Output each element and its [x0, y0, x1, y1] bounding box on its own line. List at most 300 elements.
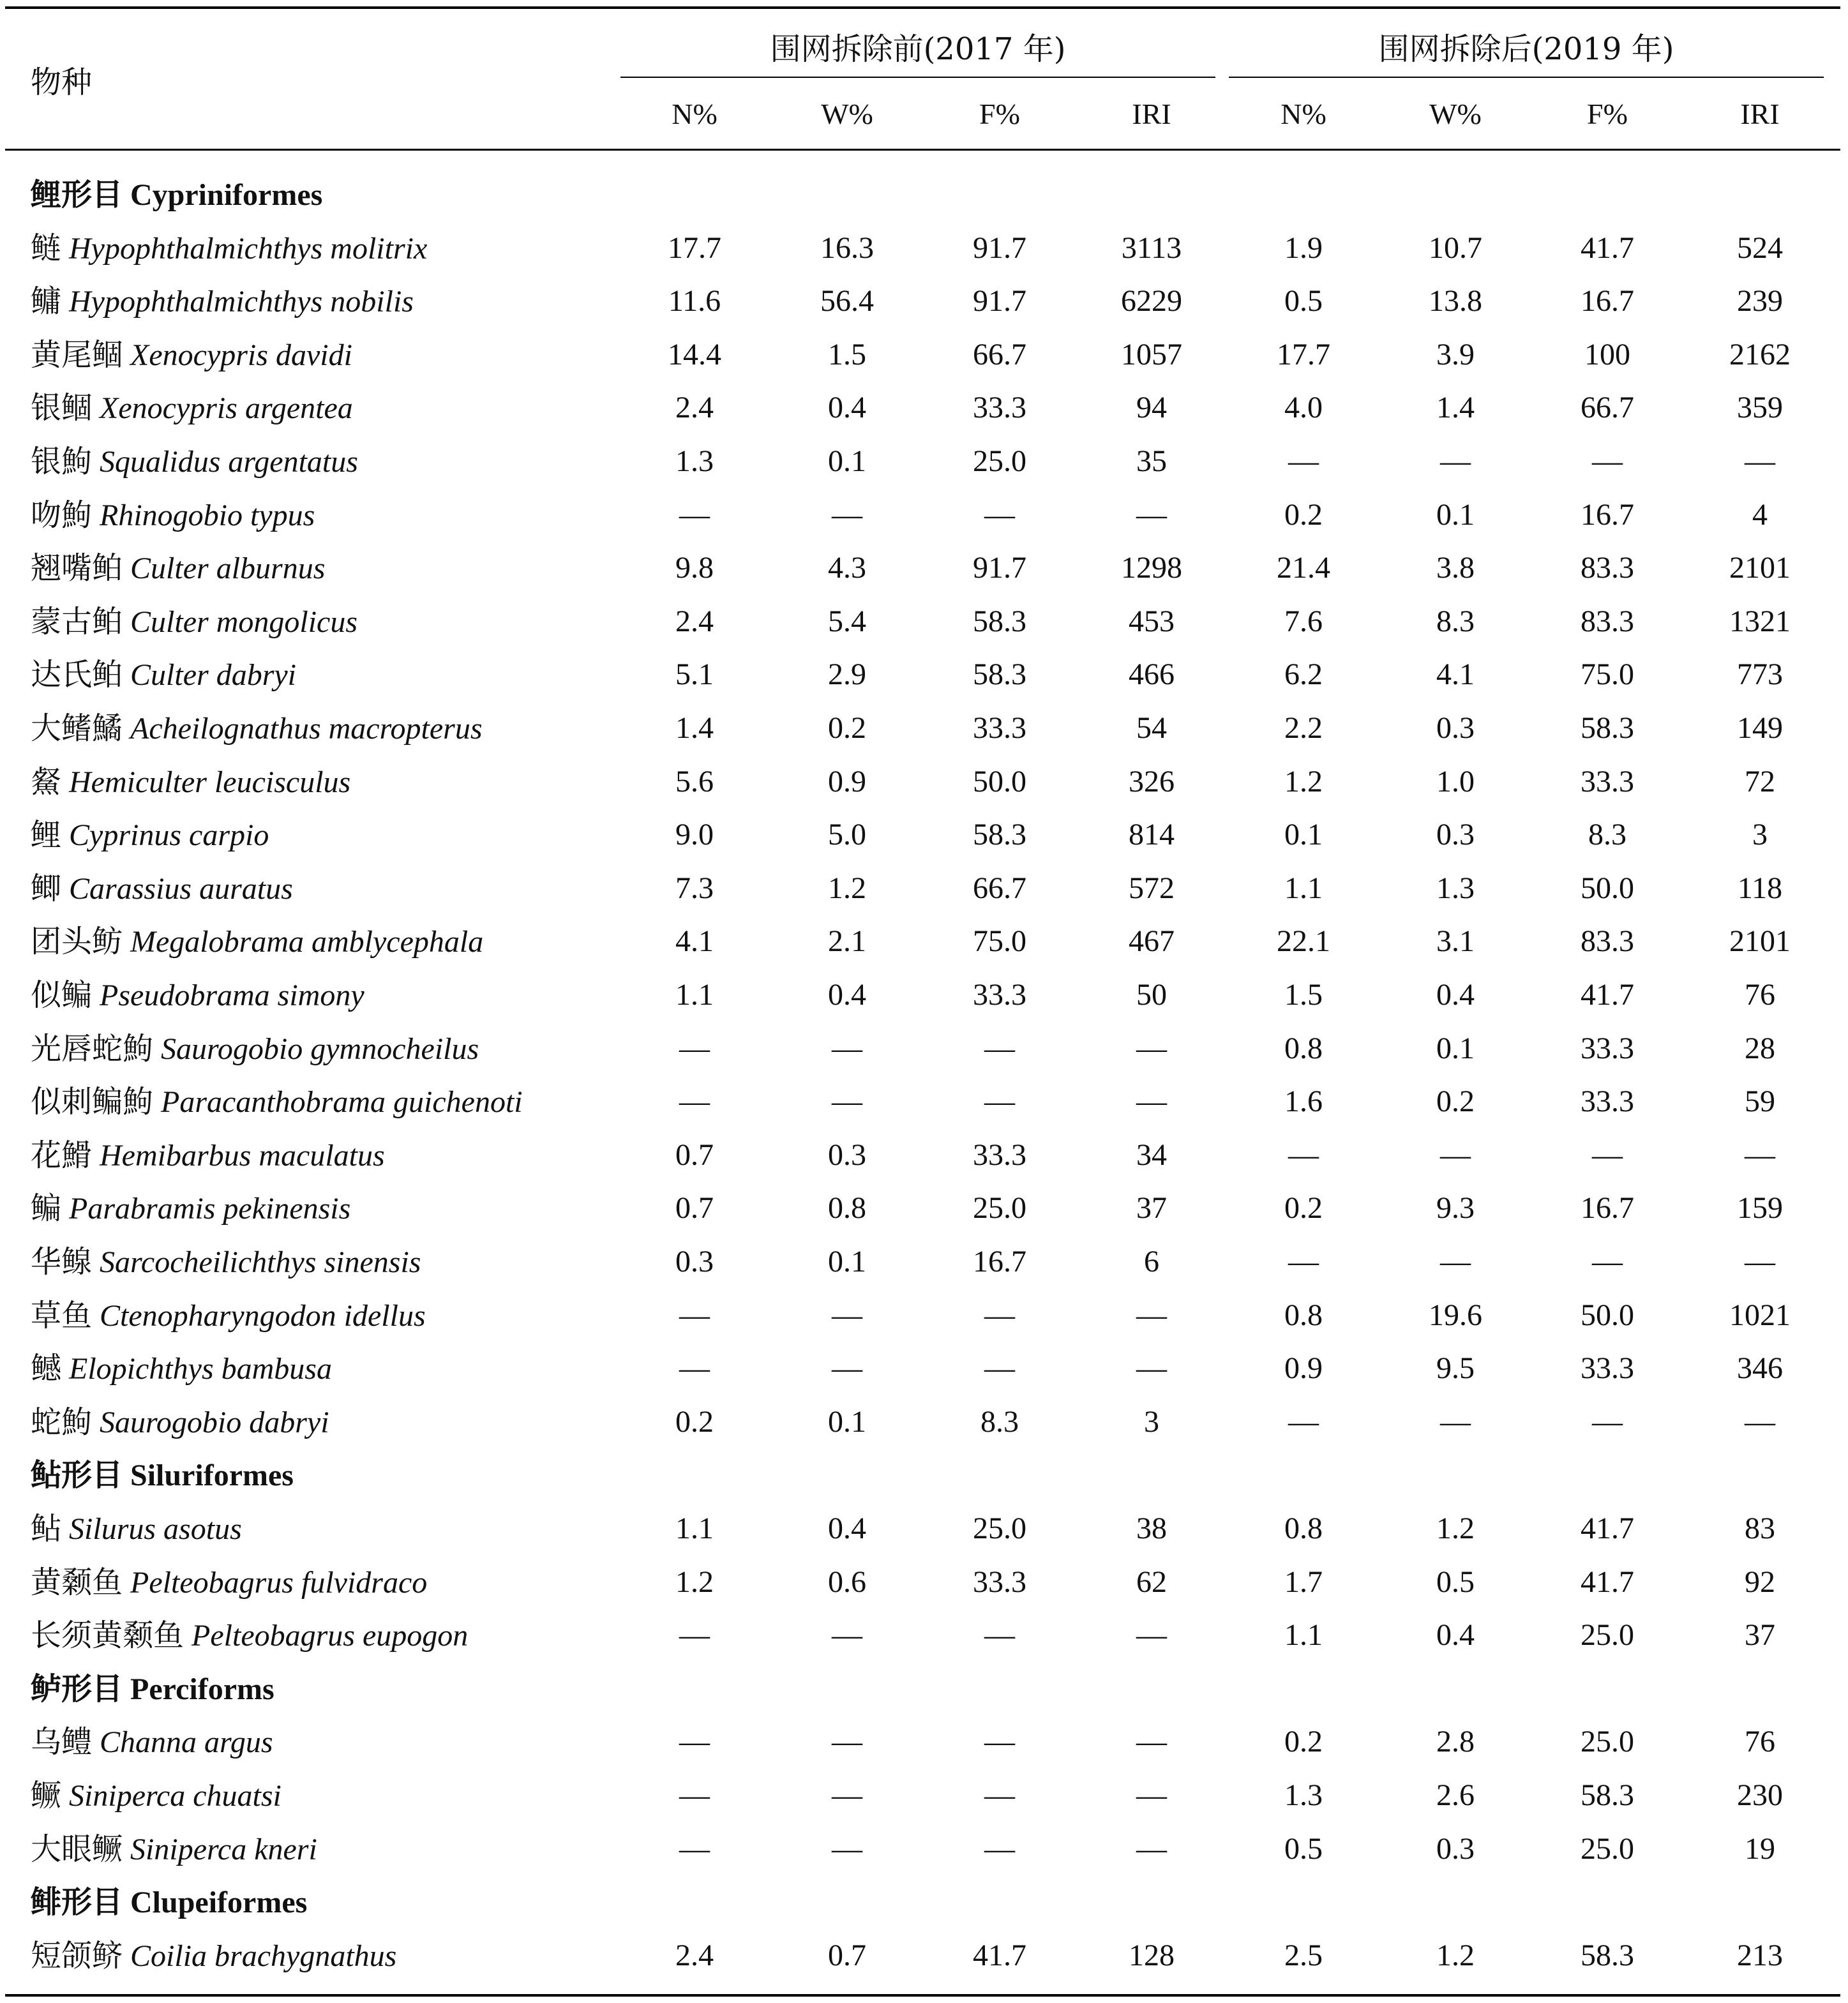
table-cell: 453 [1129, 604, 1175, 638]
table-cell: 50.0 [1581, 871, 1634, 905]
scientific-name: Saurogobio dabryi [100, 1406, 329, 1439]
table-cell: — [1592, 444, 1623, 478]
table-cell: — [1745, 1405, 1775, 1439]
table-cell: 92 [1745, 1565, 1775, 1599]
table-cell: — [984, 1298, 1015, 1332]
table-cell: 83.3 [1581, 551, 1634, 585]
table-cell: 1.5 [1284, 978, 1323, 1012]
species-name [31, 1235, 421, 1289]
table-cell: 100 [1584, 338, 1630, 371]
table-row [0, 435, 1848, 488]
table-cell: 1.2 [1436, 1939, 1475, 1972]
table-cell: 572 [1129, 871, 1175, 905]
table-cell: 0.4 [1436, 978, 1475, 1012]
table-row [0, 1182, 1848, 1235]
species-name [31, 1609, 468, 1663]
species-name [31, 862, 293, 916]
species-name [31, 1289, 426, 1343]
table-cell: 5.1 [675, 657, 714, 691]
table-row [0, 1129, 1848, 1182]
table-cell: 33.3 [973, 1565, 1026, 1599]
table-row [0, 1715, 1848, 1769]
table-cell: 2.5 [1284, 1939, 1323, 1972]
table-cell: 66.7 [1581, 391, 1634, 424]
chinese-name: 银鲴 [31, 390, 93, 426]
table-row [0, 221, 1848, 275]
table-cell: 0.3 [1436, 1832, 1475, 1866]
chinese-name: 鲤 [31, 817, 62, 853]
chinese-name: 鲢 [31, 230, 62, 266]
table-cell: — [1136, 498, 1167, 532]
table-cell: 0.2 [1284, 498, 1323, 532]
species-name [31, 435, 358, 489]
table-cell: — [1592, 1405, 1623, 1439]
chinese-name: 光唇蛇鮈 [31, 1031, 154, 1067]
table-cell: — [1136, 1725, 1167, 1759]
table-row [0, 541, 1848, 595]
table-cell: 33.3 [973, 711, 1026, 745]
table-cell: 8.3 [1588, 818, 1626, 851]
col-header-w-after: W% [1429, 98, 1482, 130]
scientific-name: Elopichthys bambusa [69, 1352, 332, 1386]
species-name [31, 755, 350, 809]
chinese-name: 鲫 [31, 871, 62, 906]
group-rule-after [1229, 77, 1824, 78]
table-row [0, 1342, 1848, 1395]
table-cell: — [679, 1298, 710, 1332]
table-cell: 50 [1136, 978, 1167, 1012]
table-cell: — [1745, 1138, 1775, 1172]
scientific-name: Pseudobrama simony [100, 979, 364, 1012]
table-cell: 1.3 [675, 444, 714, 478]
table-cell: — [832, 1298, 862, 1332]
table-row [0, 701, 1848, 755]
chinese-name: 似鳊 [31, 977, 93, 1013]
species-name [31, 1075, 523, 1129]
chinese-name: 鳜 [31, 1778, 62, 1813]
table-cell: 0.7 [675, 1138, 714, 1172]
chinese-name: 鲈形目 [31, 1671, 123, 1707]
species-name [31, 915, 483, 969]
table-cell: 2.8 [1436, 1725, 1475, 1759]
chinese-name: 草鱼 [31, 1298, 93, 1333]
table-cell: — [984, 1618, 1015, 1652]
table-cell: 58.3 [973, 818, 1026, 851]
table-cell: — [984, 1725, 1015, 1759]
table-cell: 359 [1737, 391, 1783, 424]
table-cell: 10.7 [1429, 231, 1482, 265]
scientific-name: Coilia brachygnathus [130, 1939, 397, 1973]
table-row [0, 1502, 1848, 1556]
scientific-name: Silurus asotus [69, 1512, 242, 1546]
table-cell: 50.0 [1581, 1298, 1634, 1332]
table-bottom-rule [5, 1994, 1840, 1997]
scientific-name: Cyprinus carpio [69, 818, 269, 852]
species-name [31, 1502, 242, 1556]
species-name [31, 381, 353, 435]
species-name [31, 1395, 329, 1450]
table-cell: 25.0 [1581, 1725, 1634, 1759]
table-cell: 149 [1737, 711, 1783, 745]
species-name [31, 968, 364, 1023]
chinese-name: 团头鲂 [31, 924, 123, 959]
table-cell: 59 [1745, 1084, 1775, 1118]
scientific-name: Hypophthalmichthys nobilis [69, 285, 414, 319]
table-cell: 76 [1745, 978, 1775, 1012]
table-cell: 0.4 [828, 1512, 866, 1545]
table-cell: 1.5 [828, 338, 866, 371]
table-cell: 0.1 [1284, 818, 1323, 851]
species-name [31, 541, 325, 596]
table-cell: 1.4 [1436, 391, 1475, 424]
table-cell: 58.3 [973, 657, 1026, 691]
species-name [31, 1822, 317, 1877]
table-cell: 4.1 [1436, 657, 1475, 691]
table-row [0, 1395, 1848, 1449]
chinese-name: 翘嘴鲌 [31, 550, 123, 586]
table-cell: 17.7 [668, 231, 721, 265]
table-cell: 0.8 [828, 1191, 866, 1225]
table-cell: 16.7 [1581, 284, 1634, 318]
table-cell: — [984, 1084, 1015, 1118]
table-cell: 11.6 [668, 284, 721, 318]
table-cell: 41.7 [1581, 978, 1634, 1012]
table-cell: 33.3 [1581, 765, 1634, 799]
table-cell: — [984, 1832, 1015, 1866]
scientific-name: Pelteobagrus eupogon [192, 1619, 469, 1653]
table-row [0, 1556, 1848, 1609]
chinese-name: 鲇形目 [31, 1457, 123, 1493]
order-row [0, 1662, 1848, 1716]
table-cell: 91.7 [973, 284, 1026, 318]
table-cell: 1.9 [1284, 231, 1323, 265]
table-cell: 56.4 [820, 284, 874, 318]
table-cell: 0.1 [828, 1405, 866, 1439]
table-cell: 25.0 [973, 444, 1026, 478]
table-cell: 16.7 [1581, 498, 1634, 532]
table-cell: 1057 [1121, 338, 1182, 371]
table-cell: 16.7 [973, 1245, 1026, 1279]
table-cell: — [1288, 1405, 1319, 1439]
table-row [0, 915, 1848, 968]
table-cell: 37 [1745, 1618, 1775, 1652]
chinese-name: 乌鳢 [31, 1724, 93, 1760]
chinese-name: 大鳍鱊 [31, 710, 123, 746]
table-cell: — [1745, 1245, 1775, 1279]
table-cell: 25.0 [973, 1512, 1026, 1545]
scientific-name: Culter dabryi [130, 658, 297, 692]
chinese-name: 银鮈 [31, 444, 93, 479]
table-cell: 0.7 [675, 1191, 714, 1225]
table-cell: 16.7 [1581, 1191, 1634, 1225]
table-cell: 118 [1737, 871, 1783, 905]
table-cell: 0.9 [828, 765, 866, 799]
table-cell: 2.4 [675, 604, 714, 638]
table-cell: 8.3 [1436, 604, 1475, 638]
table-cell: 66.7 [973, 871, 1026, 905]
table-cell: 33.3 [1581, 1032, 1634, 1065]
scientific-name: Pelteobagrus fulvidraco [130, 1566, 428, 1600]
species-name [31, 328, 352, 382]
chinese-name: 鳡 [31, 1351, 62, 1386]
table-cell: 83.3 [1581, 604, 1634, 638]
table-cell: — [679, 1832, 710, 1866]
table-cell: — [1136, 1778, 1167, 1812]
table-cell: 0.7 [828, 1939, 866, 1972]
table-cell: 0.4 [1436, 1618, 1475, 1652]
table-cell: 16.3 [820, 231, 874, 265]
scientific-name: Siniperca chuatsi [69, 1779, 282, 1813]
table-cell: 62 [1136, 1565, 1167, 1599]
order-row [0, 1448, 1848, 1502]
table-cell: — [679, 1618, 710, 1652]
table-cell: 25.0 [1581, 1618, 1634, 1652]
table-cell: 0.3 [1436, 818, 1475, 851]
species-name [31, 1022, 479, 1076]
table-top-rule [5, 6, 1840, 9]
table-cell: — [832, 1618, 862, 1652]
table-row [0, 1289, 1848, 1342]
table-cell: 33.3 [1581, 1351, 1634, 1385]
group-header-before: 围网拆除前(2017 年) [770, 31, 1066, 67]
table-cell: — [679, 1032, 710, 1065]
table-cell: — [679, 1778, 710, 1812]
scientific-name: Rhinogobio typus [100, 499, 315, 532]
table-cell: 0.2 [1284, 1191, 1323, 1225]
table-cell: 2.4 [675, 391, 714, 424]
group-rule-before [620, 77, 1215, 78]
scientific-name: Hemibarbus maculatus [100, 1139, 385, 1173]
table-cell: 0.2 [675, 1405, 714, 1439]
chinese-name: 鳙 [31, 283, 62, 319]
scientific-name: Parabramis pekinensis [69, 1192, 351, 1226]
chinese-name: 䱗 [31, 764, 62, 800]
table-cell: — [832, 1084, 862, 1118]
table-row [0, 648, 1848, 701]
col-header-f-after: F% [1587, 98, 1628, 130]
scientific-name: Culter mongolicus [130, 605, 358, 639]
chinese-name: 蒙古鲌 [31, 604, 123, 640]
table-cell: 25.0 [1581, 1832, 1634, 1866]
table-cell: 3.9 [1436, 338, 1475, 371]
table-cell: 0.3 [675, 1245, 714, 1279]
scientific-name: Hemiculter leucisculus [69, 765, 351, 799]
order-name [31, 1875, 307, 1930]
table-cell: — [832, 1725, 862, 1759]
table-cell: 0.1 [1436, 1032, 1475, 1065]
table-cell: 6 [1144, 1245, 1159, 1279]
species-name [31, 221, 427, 276]
table-cell: 5.0 [828, 818, 866, 851]
table-cell: 7.3 [675, 871, 714, 905]
table-cell: 0.4 [828, 391, 866, 424]
table-cell: 1.1 [675, 978, 714, 1012]
table-cell: 8.3 [980, 1405, 1019, 1439]
table-cell: 19.6 [1429, 1298, 1482, 1332]
table-cell: 0.9 [1284, 1351, 1323, 1385]
order-latin-name: Clupeiformes [130, 1886, 308, 1919]
species-name [31, 808, 269, 862]
scientific-name: Xenocypris davidi [130, 338, 352, 372]
table-cell: 41.7 [1581, 1565, 1634, 1599]
table-cell: 14.4 [668, 338, 721, 371]
table-cell: — [984, 1351, 1015, 1385]
table-cell: — [984, 1778, 1015, 1812]
table-cell: — [679, 1084, 710, 1118]
table-cell: 0.2 [1284, 1725, 1323, 1759]
table-cell: 21.4 [1277, 551, 1330, 585]
table-cell: 2.2 [1284, 711, 1323, 745]
chinese-name: 鲱形目 [31, 1884, 123, 1920]
table-cell: 0.2 [828, 711, 866, 745]
table-cell: 0.1 [1436, 498, 1475, 532]
table-cell: 773 [1737, 657, 1783, 691]
table-cell: 9.5 [1436, 1351, 1475, 1385]
table-cell: 0.1 [828, 1245, 866, 1279]
table-cell: 0.8 [1284, 1032, 1323, 1065]
chinese-name: 大眼鳜 [31, 1831, 123, 1867]
table-cell: — [832, 1032, 862, 1065]
table-header-rule [5, 149, 1840, 151]
table-cell: 41.7 [1581, 1512, 1634, 1545]
species-name [31, 1556, 427, 1610]
table-cell: — [1288, 1138, 1319, 1172]
table-cell: 19 [1745, 1832, 1775, 1866]
species-name [31, 1129, 385, 1183]
table-cell: 9.0 [675, 818, 714, 851]
table-cell: 72 [1745, 765, 1775, 799]
table-cell: 1.1 [1284, 871, 1323, 905]
table-row [0, 274, 1848, 328]
table-cell: 4 [1752, 498, 1768, 532]
table-cell: 0.5 [1284, 284, 1323, 318]
table-cell: 159 [1737, 1191, 1783, 1225]
group-header-after: 围网拆除后(2019 年) [1378, 31, 1674, 67]
table-cell: 1.0 [1436, 765, 1475, 799]
species-name [31, 274, 414, 329]
table-cell: 0.2 [1436, 1084, 1475, 1118]
table-cell: 2101 [1729, 551, 1791, 585]
table-cell: — [984, 498, 1015, 532]
col-header-iri-after: IRI [1740, 98, 1780, 130]
table-cell: 7.6 [1284, 604, 1323, 638]
table-cell: 128 [1129, 1939, 1175, 1972]
chinese-name: 长须黄颡鱼 [31, 1617, 184, 1653]
table-cell: 58.3 [1581, 711, 1634, 745]
table-cell: 41.7 [973, 1939, 1026, 1972]
order-name [31, 1448, 294, 1503]
table-cell: 25.0 [973, 1191, 1026, 1225]
species-name [31, 1769, 282, 1823]
table-cell: 9.8 [675, 551, 714, 585]
chinese-name: 鲤形目 [31, 177, 123, 213]
table-cell: 0.8 [1284, 1512, 1323, 1545]
table-cell: 1.1 [1284, 1618, 1323, 1652]
table-cell: 2.6 [1436, 1778, 1475, 1812]
table-cell: — [1288, 444, 1319, 478]
table-cell: 58.3 [973, 604, 1026, 638]
chinese-name: 似刺鳊鮈 [31, 1084, 154, 1120]
table-cell: 54 [1136, 711, 1167, 745]
table-cell: 38 [1136, 1512, 1167, 1545]
table-cell: 2.9 [828, 657, 866, 691]
table-cell: — [1592, 1138, 1623, 1172]
table-cell: 1.2 [675, 1565, 714, 1599]
scientific-name: Sarcocheilichthys sinensis [100, 1245, 421, 1279]
table-cell: 17.7 [1277, 338, 1330, 371]
table-cell: 1.4 [675, 711, 714, 745]
table-cell: 2101 [1729, 924, 1791, 958]
table-cell: 1.6 [1284, 1084, 1323, 1118]
col-header-n-before: N% [672, 98, 717, 130]
table-cell: 33.3 [973, 978, 1026, 1012]
table-cell: 1.1 [675, 1512, 714, 1545]
table-row [0, 488, 1848, 542]
table-cell: 33.3 [973, 391, 1026, 424]
chinese-name: 黄颡鱼 [31, 1564, 123, 1600]
col-header-iri-before: IRI [1132, 98, 1171, 130]
table-cell: 76 [1745, 1725, 1775, 1759]
table-cell: — [1745, 444, 1775, 478]
species-name [31, 1929, 396, 1983]
table-cell: 0.1 [828, 444, 866, 478]
scientific-name: Culter alburnus [130, 551, 326, 585]
table-cell: — [984, 1032, 1015, 1065]
species-name [31, 701, 483, 756]
species-name [31, 1715, 273, 1769]
scientific-name: Xenocypris argentea [100, 391, 353, 425]
table-row [0, 595, 1848, 649]
table-cell: 75.0 [973, 924, 1026, 958]
table-cell: 37 [1136, 1191, 1167, 1225]
table-row [0, 755, 1848, 809]
table-row [0, 968, 1848, 1022]
table-cell: 13.8 [1429, 284, 1482, 318]
table-row [0, 808, 1848, 862]
chinese-name: 达氏鲌 [31, 657, 123, 693]
table-cell: 0.3 [828, 1138, 866, 1172]
scientific-name: Ctenopharyngodon idellus [100, 1299, 426, 1333]
table-cell: — [832, 1778, 862, 1812]
scientific-name: Paracanthobrama guichenoti [161, 1085, 523, 1119]
table-cell: — [679, 1725, 710, 1759]
table-cell: 2.1 [828, 924, 866, 958]
species-name [31, 1182, 350, 1236]
table-cell: 33.3 [973, 1138, 1026, 1172]
scientific-name: Squalidus argentatus [100, 445, 358, 479]
table-cell: — [1288, 1245, 1319, 1279]
table-cell: 3.8 [1436, 551, 1475, 585]
species-name [31, 648, 296, 702]
scientific-name: Channa argus [100, 1725, 273, 1759]
table-cell: 94 [1136, 391, 1167, 424]
scientific-name: Siniperca kneri [130, 1833, 317, 1866]
species-column-header: 物种 [31, 64, 93, 100]
table-cell: 466 [1129, 657, 1175, 691]
table-cell: 230 [1737, 1778, 1783, 1812]
table-row [0, 1075, 1848, 1129]
table-cell: 4.3 [828, 551, 866, 585]
table-cell: — [1440, 444, 1471, 478]
species-name [31, 488, 315, 543]
order-row [0, 168, 1848, 221]
col-header-w-before: W% [821, 98, 873, 130]
table-cell: — [1592, 1245, 1623, 1279]
table-cell: 1.2 [1284, 765, 1323, 799]
table-cell: 3113 [1121, 231, 1182, 265]
table-cell: — [832, 1832, 862, 1866]
table-cell: 5.4 [828, 604, 866, 638]
